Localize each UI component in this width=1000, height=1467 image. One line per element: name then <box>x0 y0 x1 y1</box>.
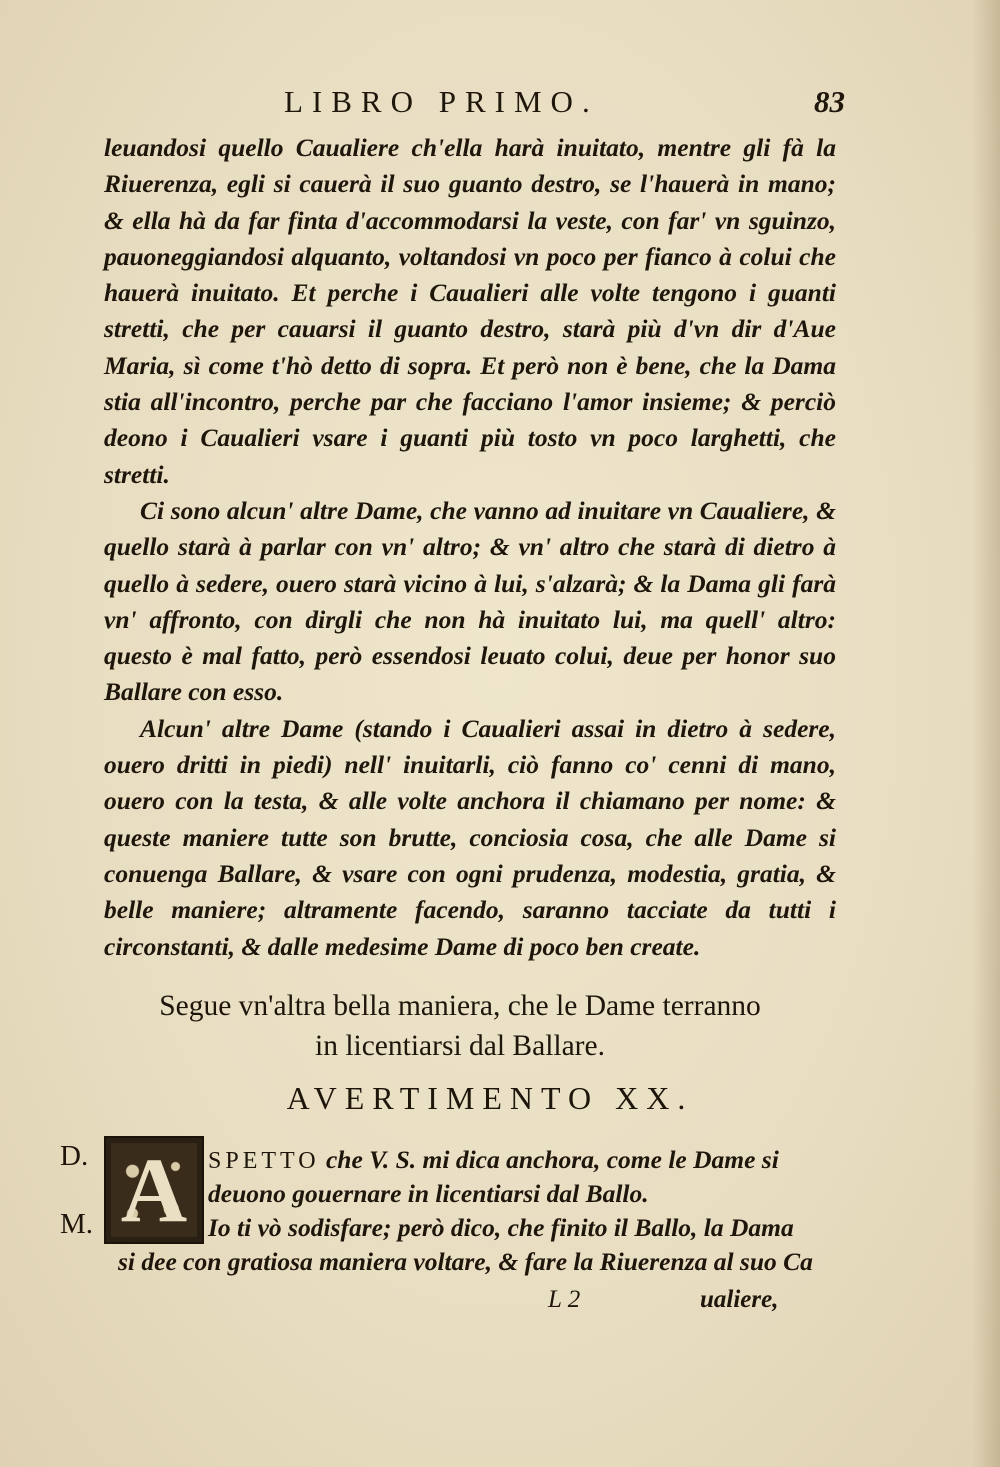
heading-line-2: in licentiarsi dal Ballare. <box>315 1030 605 1062</box>
page-edge-shadow <box>972 0 1000 1467</box>
dialogue-smallcaps: SPETTO <box>208 1148 320 1174</box>
heading-line-1: Segue vn'altra bella maniera, che le Dame terranno <box>159 990 761 1022</box>
dialogue-line-2: deuono gouernare in licentiarsi dal Ballo. <box>208 1179 649 1208</box>
dialogue-line-1 <box>208 1142 779 1179</box>
body-text <box>104 130 836 965</box>
paragraph-2: Ci sono alcun' altre Dame, che vanno ad inuitare vn Caualiere, & quello starà à parlar con vn' altro; & vn' altro che starà di dietro à quello à sedere, ouero starà vicino à lui, s'alzarà; & la Dama gli farà vn' affronto, con dirgli che non hà inuitato lui, ma quell' altro: questo è mal fatto, però essendosi leuato colui, deue per honor suo Ballare con esso. <box>104 495 836 707</box>
initial-letter: A <box>120 1139 188 1241</box>
running-title: LIBRO PRIMO. <box>284 84 599 119</box>
paragraph-1: leuandosi quello Caualiere ch'ella harà inuitato, mentre gli fà la Riuerenza, egli si cauerà il suo guanto destro, se l'hauerà in mano; & ella hà da far finta d'accommodarsi la veste, con far' vn sguinzo, pauoneggiandosi alquanto, voltandosi vn poco per fianco à colui che hauerà inuitato. Et perche i Caualieri alle volte tengono i guanti stretti, che per cauarsi il guanto destro, starà più d'vn dir d'Aue Maria, sì come t'hò detto di sopra. Et però non è bene, che la Dama stia all'incontro, perche par che facciano l'amor insieme; & perciò deono i Caualieri vsare i guanti più tosto vn poco larghetti, che stretti. <box>104 133 836 489</box>
chapter-heading <box>80 986 840 1066</box>
page-number: 83 <box>814 84 845 119</box>
catchword: ualiere, <box>700 1286 779 1313</box>
dialogue-line-1-rest: che V. S. mi dica anchora, come le Dame si <box>319 1145 779 1174</box>
decorated-initial <box>104 1136 204 1244</box>
running-head <box>256 84 856 124</box>
dialogue-line-4: si dee con gratiosa maniera voltare, & fare la Riuerenza al suo Ca <box>118 1247 813 1276</box>
section-title: AVERTIMENTO XX. <box>286 1080 694 1116</box>
speaker-d: D. <box>60 1140 89 1172</box>
paragraph-3: Alcun' altre Dame (stando i Caualieri assai in dietro à sedere, ouero dritti in piedi) nell' inuitarli, ciò fanno co' cenni di mano, ouero con la testa, & alle volte anchora il chiamano per nome: & queste maniere tutte son brutte, conciosia cosa, che alle Dame si conuenga Ballare, & vsare con ogni prudenza, modestia, gratia, & belle maniere; altramente facendo, saranno tacciate da tutti i circonstanti, & dalle medesime Dame di poco ben create. <box>104 713 836 961</box>
speaker-m: M. <box>60 1208 94 1240</box>
signature-mark: L 2 <box>548 1286 581 1313</box>
dialogue-line-3: Io ti vò sodisfare; però dico, che finito il Ballo, la Dama <box>208 1213 794 1242</box>
